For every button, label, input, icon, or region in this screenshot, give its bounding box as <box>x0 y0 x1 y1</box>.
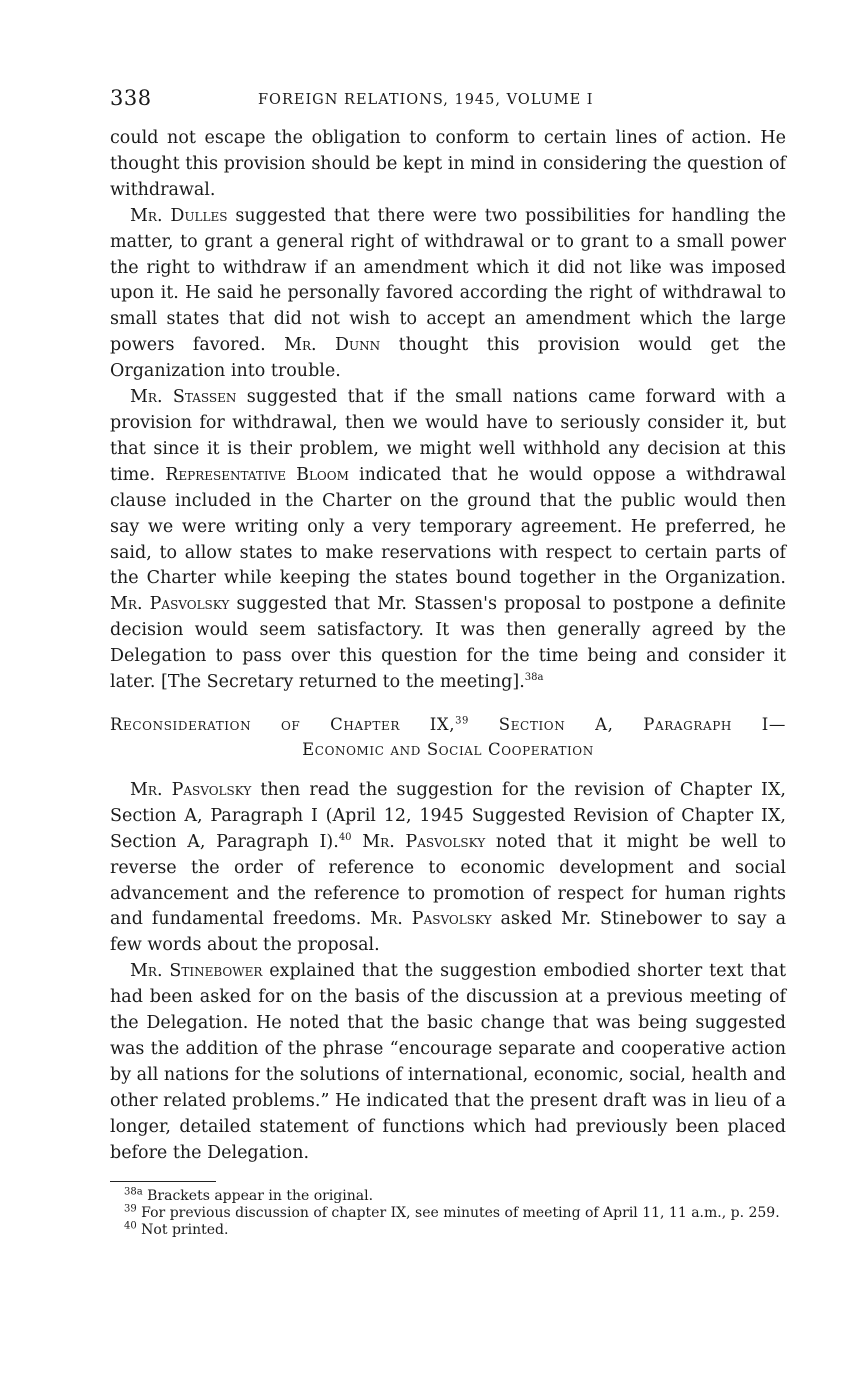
footnote <box>110 1219 786 1239</box>
body-text-2 <box>110 778 786 1167</box>
paragraph-stassen <box>110 385 786 696</box>
speaker-name: Representative Bloom <box>165 464 349 485</box>
footnote-mark: 39 <box>124 1202 137 1214</box>
paragraph-text: thought this provision would get the Organization into trouble. <box>110 335 786 382</box>
footnote-mark: 38a <box>124 1185 143 1197</box>
paragraph-text: explained that the suggestion embodied shorter text that had been asked for on the basis of the discussion at a previous meeting of the Delegation. He noted that the basic change that was being suggested was the addition of the phrase “encourage separate and cooperative action by all nations for the solutions of international, economic, social, health and other related problems.” He indicated that the present draft was in lieu of a longer, detailed statement of functions which had previously been placed before the Delegation. <box>110 961 786 1163</box>
section-heading-line-2: Economic and Social Cooperation <box>302 739 594 759</box>
speaker-name: Mr. Pasvolsky <box>370 909 492 930</box>
speaker-name: Mr. Dunn <box>284 335 381 356</box>
speaker-name: Mr. Pasvolsky <box>362 831 486 852</box>
page-header <box>110 86 786 116</box>
paragraph-pasvolsky <box>110 778 786 959</box>
footnote-divider <box>110 1181 216 1182</box>
footnote-reference[interactable]: 40 <box>338 831 352 843</box>
footnote-reference[interactable]: 39 <box>455 715 469 727</box>
footnote-reference[interactable]: 38a <box>524 672 544 684</box>
speaker-name: Mr. Stassen <box>130 387 237 408</box>
footnote-text: Not printed. <box>136 1221 229 1238</box>
section-heading-line-1: Reconsideration of Chapter IX,$^{39}$ Section A, Paragraph I— <box>110 714 786 734</box>
footnote-text[interactable]: For previous discussion of chapter IX, see minutes of meeting of April 11, 11 a.m., p. 259. <box>136 1204 780 1221</box>
footnote-mark: 40 <box>124 1219 137 1231</box>
section-heading <box>110 712 786 762</box>
speaker-name: Mr. Dulles <box>130 205 228 226</box>
paragraph-text: suggested that if the small nations came forward with a provision for withdrawal, then we would have to seriously consider it, but that since it is their problem, we might well withhold any decision at this time. <box>110 387 786 485</box>
running-title: FOREIGN RELATIONS, 1945, VOLUME I <box>258 92 594 108</box>
speaker-name: Mr. Pasvolsky <box>110 594 230 615</box>
document-page <box>110 86 786 1239</box>
paragraph-text: then read the suggestion for the revision of Chapter IX, Section A, Paragraph I (April 12, 1945 Suggested Revision of Chapter IX, Section A, Paragraph I). <box>110 779 786 852</box>
paragraph-text: asked Mr. Stinebower to say a few words about the proposal. <box>110 909 786 956</box>
paragraph-text: suggested that there were two possibilities for handling the matter, to grant a general right of withdrawal or to grant to a small power the right to withdraw if an amendment which it did not like was imposed upon it. He said he personally favored according the right of withdrawal to small states that did not wish to accept an amendment which the large powers favored. <box>110 205 786 356</box>
paragraph-text: suggested that Mr. Stassen's proposal to postpone a definite decision would seem satisfactory. It was then generally agreed by the Delegation to pass over this question for the time being and consider it later. [The Secretary returned to the meeting]. <box>110 594 787 693</box>
paragraph-text: indicated that he would oppose a withdrawal clause included in the Charter on the ground that the public would then say we were writing only a very temporary agreement. He preferred, he said, to allow states to make reservations with respect to certain parts of the Charter while keeping the states bound together in the Organization. <box>110 464 786 589</box>
paragraph-dulles <box>110 204 786 385</box>
speaker-name: Mr. Pasvolsky <box>130 779 252 800</box>
paragraph-continuation: could not escape the obligation to conform to certain lines of action. He thought this provision should be kept in mind in considering the question of withdrawal. <box>110 128 786 200</box>
body-text <box>110 126 786 696</box>
paragraph-text: noted that it might be well to reverse the order of reference to economic development and social advancement and the reference to promotion of respect for human rights and fundamental freedoms. <box>110 831 786 930</box>
footnote <box>110 1202 786 1222</box>
footnote-text: Brackets appear in the original. <box>142 1187 374 1204</box>
paragraph-stinebower <box>110 959 786 1166</box>
page-number: 338 <box>110 86 152 110</box>
speaker-name: Mr. Stinebower <box>130 961 263 982</box>
footnote <box>110 1185 786 1205</box>
footnotes <box>110 1185 786 1239</box>
